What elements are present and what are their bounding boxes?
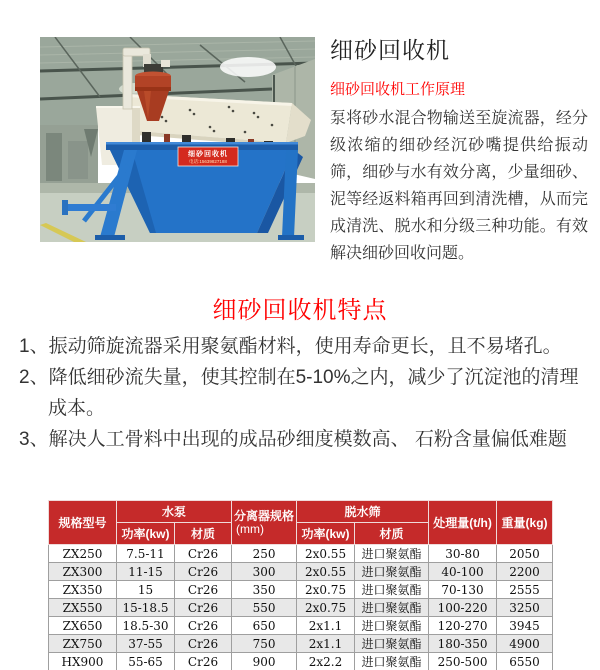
spec-cell: 250-500 [429, 653, 497, 670]
spec-cell: Cr26 [175, 617, 232, 635]
working-principle-subtitle: 细砂回收机工作原理 [330, 81, 466, 98]
page-title: 细砂回收机 [330, 37, 450, 63]
feature-item-1: 1、振动筛旋流器采用聚氨酯材料，使用寿命更长，且不易堵孔。 [19, 336, 562, 357]
plate-phone: 电话:15639827188 [189, 159, 227, 164]
spec-cell: 2050 [497, 545, 553, 563]
spec-cell: 2x1.1 [297, 635, 355, 653]
spec-cell: 进口聚氨酯 [355, 545, 429, 563]
spec-table-header [49, 501, 553, 545]
spec-cell: 4900 [497, 635, 553, 653]
spec-cell: 120-270 [429, 617, 497, 635]
spec-cell: 2200 [497, 563, 553, 581]
spec-cell: 6550 [497, 653, 553, 670]
spec-cell: 2x0.75 [297, 581, 355, 599]
spec-cell: 650 [232, 617, 297, 635]
machine-photo-illustration [40, 37, 315, 242]
header-screen-material: 材质 [355, 523, 429, 545]
machine-name-plate [178, 147, 238, 166]
table-row [49, 617, 553, 635]
header-screen-power: 功率(kw) [297, 523, 355, 545]
spec-cell: 37-55 [117, 635, 175, 653]
spec-cell: ZX750 [49, 635, 117, 653]
spec-cell: 进口聚氨酯 [355, 581, 429, 599]
header-capacity: 处理量(t/h) [429, 501, 497, 545]
spec-cell: 250 [232, 545, 297, 563]
header-pump-material: 材质 [175, 523, 232, 545]
feature-item-2: 2、降低细砂流失量，使其控制在5-10%之内，减少了沉淀池的清理成本。 [19, 367, 579, 419]
spec-cell: 180-350 [429, 635, 497, 653]
spec-cell: ZX550 [49, 599, 117, 617]
feature-item-3: 3、解决人工骨料中出现的成品砂细度模数高、 石粉含量偏低难题 [19, 429, 567, 450]
spec-cell: 70-130 [429, 581, 497, 599]
spec-table [48, 500, 553, 670]
spec-cell: 550 [232, 599, 297, 617]
spec-cell: 2x2.2 [297, 653, 355, 670]
spec-cell: 40-100 [429, 563, 497, 581]
plate-title: 细砂回收机 [188, 151, 228, 158]
header-pump-power: 功率(kw) [117, 523, 175, 545]
spec-cell: 7.5-11 [117, 545, 175, 563]
header-weight: 重量(kg) [497, 501, 553, 545]
spec-cell: 2x1.1 [297, 617, 355, 635]
spec-cell: ZX650 [49, 617, 117, 635]
spec-cell: 2x0.75 [297, 599, 355, 617]
spec-cell: 3250 [497, 599, 553, 617]
spec-cell: Cr26 [175, 581, 232, 599]
spec-cell: ZX250 [49, 545, 117, 563]
spec-cell: 进口聚氨酯 [355, 563, 429, 581]
spec-cell: 2x0.55 [297, 563, 355, 581]
spec-cell: 3945 [497, 617, 553, 635]
header-separator [232, 501, 297, 545]
spec-cell: 300 [232, 563, 297, 581]
spec-cell: 18.5-30 [117, 617, 175, 635]
features-list [19, 331, 587, 455]
spec-cell: 30-80 [429, 545, 497, 563]
spec-cell: 100-220 [429, 599, 497, 617]
spec-cell: 900 [232, 653, 297, 670]
spec-cell: 进口聚氨酯 [355, 617, 429, 635]
header-separator-line2: (mm) [236, 521, 264, 536]
header-screen-group: 脱水筛 [297, 501, 429, 523]
table-row [49, 653, 553, 670]
table-row [49, 563, 553, 581]
product-description: 泵将砂水混合物输送至旋流器，经分级浓缩的细砂经沉砂嘴提供给振动筛，细砂与水有效分离，少量细砂、泥等经返料箱再回到清洗槽，从而完成清洗、脱水和分级三种功能。有效解决细砂回收问题。 [330, 110, 588, 262]
table-row [49, 545, 553, 563]
header-separator-line1: 分离器规格 [234, 508, 295, 523]
spec-cell: 55-65 [117, 653, 175, 670]
spec-cell: HX900 [49, 653, 117, 670]
spec-cell: 750 [232, 635, 297, 653]
spec-cell: 350 [232, 581, 297, 599]
spec-cell: 进口聚氨酯 [355, 635, 429, 653]
header-model: 规格型号 [49, 501, 117, 545]
header-pump-group: 水泵 [117, 501, 232, 523]
spec-cell: Cr26 [175, 563, 232, 581]
spec-cell: Cr26 [175, 599, 232, 617]
product-info [330, 37, 588, 267]
spec-cell: 进口聚氨酯 [355, 599, 429, 617]
spec-cell: ZX350 [49, 581, 117, 599]
spec-cell: ZX300 [49, 563, 117, 581]
table-row [49, 635, 553, 653]
spec-cell: Cr26 [175, 545, 232, 563]
spec-cell: 11-15 [117, 563, 175, 581]
spec-cell: 15-18.5 [117, 599, 175, 617]
spec-cell: 15 [117, 581, 175, 599]
table-row [49, 599, 553, 617]
features-heading: 细砂回收机特点 [212, 297, 388, 324]
spec-cell: 2x0.55 [297, 545, 355, 563]
spec-cell: Cr26 [175, 635, 232, 653]
spec-cell: 进口聚氨酯 [355, 653, 429, 670]
table-row [49, 581, 553, 599]
spec-cell: Cr26 [175, 653, 232, 670]
spec-cell: 2555 [497, 581, 553, 599]
product-photo [40, 37, 315, 242]
